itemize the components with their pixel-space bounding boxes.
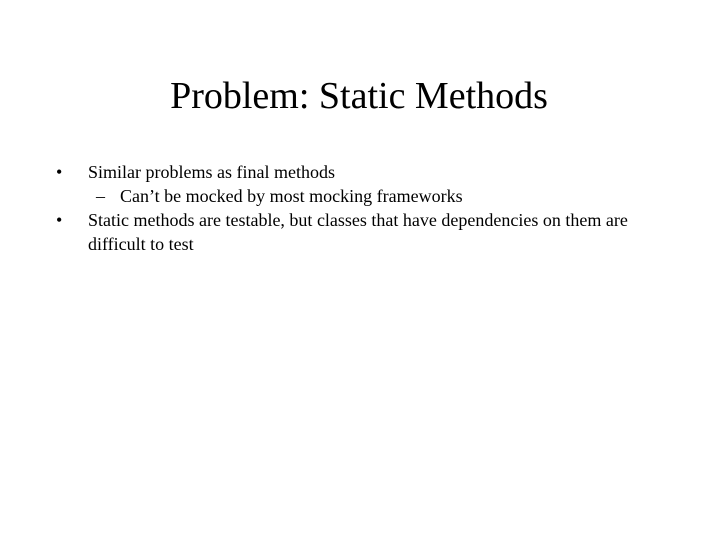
bullet-marker: • <box>56 162 63 182</box>
bullet-list <box>0 160 720 256</box>
slide-title: Problem: Static Methods <box>170 75 548 117</box>
bullet-item <box>0 160 720 184</box>
bullet-item <box>0 208 720 256</box>
bullet-text: Static methods are testable, but classes that have dependencies on them are difficult to test <box>88 210 628 254</box>
sub-bullet-item <box>0 184 720 208</box>
sub-bullet-text: Can’t be mocked by most mocking frameworks <box>120 186 463 206</box>
bullet-text: Similar problems as final methods <box>88 162 335 182</box>
bullet-marker: • <box>56 210 63 230</box>
sub-bullet-marker: – <box>96 186 105 206</box>
